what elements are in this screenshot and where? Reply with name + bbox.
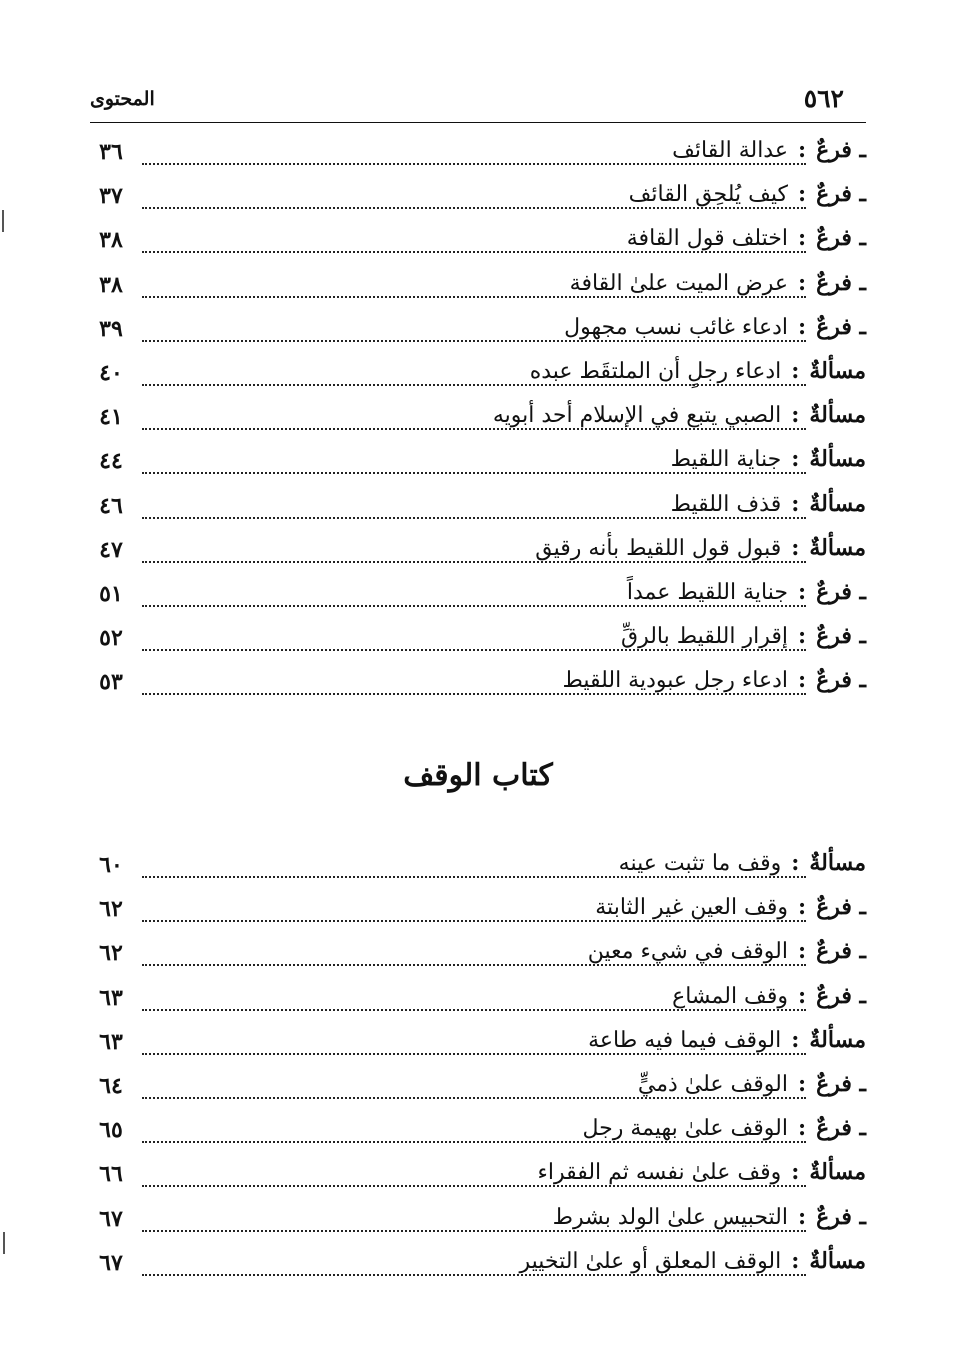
entry-separator: :: [797, 1115, 807, 1142]
entry-title: الوقف فيما فيه طاعة: [588, 1027, 782, 1053]
toc-entry: [90, 1200, 866, 1244]
entry-type: ـ فرعٌ: [816, 269, 866, 296]
scan-artifact: [3, 1232, 5, 1254]
entry-type: ـ فرعٌ: [816, 667, 866, 694]
entry-type: مسألةٌ: [809, 490, 866, 517]
entry-title: ادعاء رجل عبودية اللقيط: [562, 668, 788, 694]
dot-leader: [142, 1274, 806, 1276]
entry-title: عدالة القائف: [672, 138, 788, 163]
entry-page-number: ٤١: [90, 404, 132, 430]
entry-type: ـ فرعٌ: [816, 181, 866, 208]
toc-entry-label: [619, 225, 866, 251]
entry-page-number: ٤٠: [90, 360, 132, 386]
toc-entry: [90, 979, 866, 1023]
entry-page-number: ٣٧: [90, 183, 132, 209]
toc-entry-label: [664, 983, 866, 1009]
toc-entry-label: [613, 623, 866, 649]
entry-separator: :: [797, 623, 807, 650]
page-number: ٥٦٢: [803, 84, 844, 113]
dot-leader: [142, 1141, 806, 1143]
dot-leader: [142, 1097, 806, 1099]
dot-leader: [142, 1053, 806, 1055]
entry-title: قبول قول اللقيط بأنه رقيق: [535, 535, 782, 561]
entry-title: قذف اللقيط: [670, 491, 782, 517]
toc-entry: [90, 442, 866, 486]
entry-separator: :: [791, 1159, 800, 1186]
entry-page-number: ٣٨: [90, 272, 132, 298]
entry-separator: :: [797, 1203, 807, 1230]
entry-separator: :: [791, 1026, 800, 1053]
dot-leader: [142, 340, 806, 342]
entry-type: مسألةٌ: [809, 1026, 866, 1053]
dot-leader: [142, 605, 806, 607]
toc-entry-label: [574, 1115, 866, 1141]
entry-type: ـ فرعٌ: [816, 578, 866, 605]
scan-artifact: [2, 210, 4, 232]
toc-entry-label: [527, 535, 866, 561]
entry-title: اختلف قول القافة: [626, 226, 788, 252]
entry-title: جناية اللقيط: [670, 447, 782, 473]
entry-type: ـ فرعٌ: [816, 982, 866, 1009]
entry-separator: :: [797, 181, 807, 208]
entry-type: ـ فرعٌ: [816, 1115, 866, 1142]
entry-type: ـ فرعٌ: [816, 1203, 866, 1230]
entry-page-number: ٥٢: [90, 625, 132, 651]
entry-separator: :: [791, 490, 800, 517]
dot-leader: [142, 693, 806, 695]
entry-type: ـ فرعٌ: [816, 137, 866, 163]
running-title: المحتوى: [90, 88, 155, 110]
entry-separator: :: [797, 982, 807, 1009]
entry-type: ـ فرعٌ: [816, 623, 866, 650]
entry-page-number: ٦٥: [90, 1117, 132, 1143]
entry-title: وقف المشاع: [672, 983, 788, 1009]
toc-entry: [90, 1244, 866, 1288]
toc-entry-label: [621, 181, 866, 207]
toc-entry-label: [630, 1071, 866, 1097]
entry-page-number: ٦٠: [90, 852, 132, 878]
entry-page-number: ٣٨: [90, 227, 132, 253]
entry-page-number: ٦٢: [90, 940, 132, 966]
entry-page-number: ٦٤: [90, 1073, 132, 1099]
toc-entry: [90, 1023, 866, 1067]
entry-separator: :: [797, 225, 807, 252]
dot-leader: [142, 876, 806, 878]
toc-entry: [90, 575, 866, 619]
dot-leader: [142, 649, 806, 651]
toc-entry: [90, 934, 866, 978]
entry-type: مسألةٌ: [809, 850, 866, 876]
entry-type: ـ فرعٌ: [816, 894, 866, 921]
toc-entry-label: [663, 446, 866, 472]
entry-title: الوقف علىٰ بهيمة رجل: [582, 1116, 788, 1142]
toc-entry: [90, 354, 866, 398]
entry-type: مسألةٌ: [809, 1159, 866, 1186]
toc-entry-label: [554, 667, 866, 693]
entry-type: مسألةٌ: [809, 534, 866, 561]
toc-entry: [90, 310, 866, 354]
dot-leader: [142, 517, 806, 519]
entry-type: ـ فرعٌ: [816, 225, 866, 252]
entry-separator: :: [791, 534, 800, 561]
entry-title: كيف يُلحِق القائف: [628, 182, 788, 208]
entry-separator: :: [791, 850, 800, 876]
entry-page-number: ٣٦: [90, 139, 132, 165]
toc-list-waqf: [90, 846, 866, 1288]
entry-type: مسألةٌ: [809, 402, 866, 429]
entry-page-number: ٥١: [90, 581, 132, 607]
entry-type: ـ فرعٌ: [816, 313, 866, 340]
toc-list-lost-and-found: [90, 133, 866, 707]
toc-entry-label: [664, 137, 866, 163]
entry-separator: :: [791, 1247, 800, 1274]
toc-entry-label: [587, 894, 866, 920]
entry-title: وقف العين غير الثابتة: [595, 895, 788, 921]
toc-entry: [90, 1111, 866, 1155]
section-heading: كتاب الوقف: [403, 758, 553, 793]
entry-page-number: ٦٧: [90, 1206, 132, 1232]
toc-entry-label: [485, 402, 866, 428]
entry-separator: :: [797, 894, 807, 921]
toc-entry: [90, 398, 866, 442]
toc-entry-label: [522, 358, 866, 384]
toc-entry-label: [545, 1204, 866, 1230]
entry-separator: :: [797, 313, 807, 340]
entry-page-number: ٤٦: [90, 493, 132, 519]
dot-leader: [142, 207, 806, 209]
entry-page-number: ٦٦: [90, 1161, 132, 1187]
entry-type: مسألةٌ: [809, 446, 866, 473]
entry-type: مسألةٌ: [809, 1247, 866, 1274]
entry-page-number: ٦٣: [90, 1029, 132, 1055]
entry-type: مسألةٌ: [809, 357, 866, 384]
dot-leader: [142, 384, 806, 386]
toc-entry: [90, 1067, 866, 1111]
toc-entry: [90, 663, 866, 707]
toc-entry-label: [562, 270, 866, 296]
entry-page-number: ٦٢: [90, 896, 132, 922]
entry-title: ادعاء رجلٍ أن الملتقَط عبده: [529, 358, 782, 384]
entry-title: جناية اللقيط عمداً: [626, 579, 788, 605]
dot-leader: [142, 296, 806, 298]
entry-title: الوقف علىٰ ذميٍّ: [637, 1071, 788, 1097]
toc-entry: [90, 221, 866, 265]
toc-entry: [90, 177, 866, 221]
toc-entry-label: [511, 1248, 866, 1274]
toc-entry: [90, 619, 866, 663]
dot-leader: [142, 1009, 806, 1011]
entry-type: ـ فرعٌ: [816, 1070, 866, 1097]
dot-leader: [142, 163, 806, 165]
toc-entry: [90, 133, 866, 177]
entry-separator: :: [791, 402, 800, 429]
entry-title: إقرار اللقيط بالرقِّ: [621, 624, 788, 650]
dot-leader: [142, 251, 806, 253]
entry-type: ـ فرعٌ: [816, 938, 866, 965]
entry-page-number: ٥٣: [90, 669, 132, 695]
dot-leader: [142, 472, 806, 474]
entry-page-number: ٦٣: [90, 985, 132, 1011]
toc-entry-label: [556, 314, 866, 340]
entry-page-number: ٣٩: [90, 316, 132, 342]
toc-entry-label: [580, 1027, 866, 1053]
entry-separator: :: [797, 938, 807, 965]
toc-entry: [90, 531, 866, 575]
entry-title: عرض الميت علىٰ القافة: [569, 270, 788, 296]
entry-separator: :: [797, 137, 807, 163]
entry-page-number: ٦٧: [90, 1250, 132, 1276]
dot-leader: [142, 561, 806, 563]
toc-entry: [90, 890, 866, 934]
entry-separator: :: [797, 667, 807, 694]
entry-separator: :: [797, 269, 807, 296]
toc-entry: [90, 846, 866, 890]
page-header: [90, 80, 866, 123]
entry-separator: :: [797, 578, 807, 605]
toc-entry-label: [580, 938, 866, 964]
dot-leader: [142, 920, 806, 922]
toc-entry-label: [530, 1159, 867, 1185]
entry-title: الصبي يتبع في الإسلام أحد أبويه: [492, 403, 782, 429]
dot-leader: [142, 964, 806, 966]
toc-entry-label: [611, 850, 866, 876]
toc-entry: [90, 487, 866, 531]
entry-page-number: ٤٧: [90, 537, 132, 563]
entry-separator: :: [791, 446, 800, 473]
entry-separator: :: [797, 1070, 807, 1097]
entry-title: وقف علىٰ نفسه ثم الفقراء: [537, 1160, 782, 1186]
entry-separator: :: [791, 357, 800, 384]
dot-leader: [142, 1230, 806, 1232]
toc-entry: [90, 266, 866, 310]
toc-entry-label: [663, 491, 866, 517]
entry-title: وقف ما تثبت عينه: [618, 851, 782, 876]
toc-entry: [90, 1155, 866, 1199]
entry-title: الوقف المعلق أو علىٰ التخيير: [519, 1248, 782, 1274]
entry-title: الوقف في شيء معين: [587, 939, 788, 965]
toc-entry-label: [619, 579, 866, 605]
entry-page-number: ٤٤: [90, 448, 132, 474]
dot-leader: [142, 428, 806, 430]
entry-title: ادعاء غائب نسب مجهول: [564, 314, 788, 340]
entry-title: التحبيس علىٰ الولد بشرط: [552, 1204, 788, 1230]
dot-leader: [142, 1185, 806, 1187]
